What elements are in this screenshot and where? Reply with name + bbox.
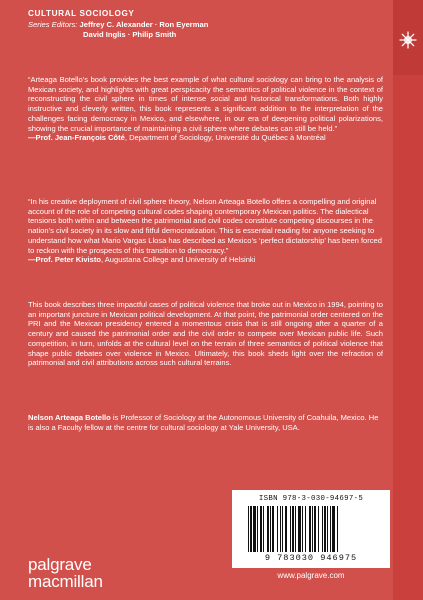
barcode-bar [330,506,331,552]
barcode-bar [327,506,328,552]
quote-text: “In his creative deployment of civil sphere theory, Nelson Arteaga Botello offers a compelling and original account of the role of competing cultural codes shaping contemporary Mexican politics. The dialectical tensions both within and between the patrimonial and civil codes constitute competing discourses in the nation’s civil society in its slow and fitful democratization. This is essential reading for anyone seeking to understand how what Mario Vargas Llosa has described as Mexico’s ‘perfect dictatorship’ has been forced to reckon with the prospects of this transition to democracy.” [28,197,382,255]
barcode-box [232,490,390,568]
barcode-bar [277,506,278,552]
quote-attribution [28,255,383,265]
barcode-bar [314,506,316,552]
barcode-bar [295,506,296,552]
publisher-logo [28,556,103,591]
barcode-bar [322,506,323,552]
barcode-bar [290,506,291,552]
barcode-bar [318,506,319,552]
barcode-bar [298,506,301,552]
barcode-bar [305,506,306,552]
spine-band [393,0,423,600]
series-logo [393,0,423,75]
endorsement-quote-1 [28,75,383,143]
quote-attribution [28,133,383,143]
author-bio-text: is Professor of Sociology at the Autonomous University of Coahuila, Mexico. He is also a Faculty fellow at the centre for cultural sociology at Yale University, USA. [28,413,379,432]
barcode-bar [250,506,252,552]
barcode-bar [248,506,249,552]
barcode-number: 9 783030 946975 [264,553,358,563]
barcode-bar [267,506,269,552]
author-bio [28,413,383,432]
barcode-bar [272,506,274,552]
series-block [28,9,388,40]
publisher-line1: palgrave [28,555,92,574]
isbn-label: ISBN 978-3-030-94697-5 [258,495,364,503]
quote-author: —Prof. Jean-François Côté [28,133,125,143]
barcode-bar [332,506,335,552]
springer-star-logo-icon [398,30,418,50]
series-title: CULTURAL SOCIOLOGY [28,9,135,18]
barcode-bar [309,506,311,552]
publisher-url[interactable]: www.palgrave.com [277,571,345,580]
series-editors-label: Series Editors: [28,20,78,29]
book-description: This book describes three impactful cases of political violence that broke out in Mexico in 1994, pointing to an important juncture in Mexican political development. At that point, the patrimonial order centered on the PRI and the Mexican presidency entered a momentous crisis that is still ongoing after a quarter of a century and caused the patrimonial order and the civil order to compete over Mexican public life. Such competition, in turn, unfolds at the cultural level on the terrain of three semantics of political violence that shape public debates over violence in Mexico. Ultimately, this book sheds light over the refraction of patrimonial and civil attributions across such cultural terrains. [28,300,383,368]
endorsement-quote-2 [28,197,383,265]
barcode-bar [270,506,271,552]
quote-affiliation: , Augustana College and University of Helsinki [100,255,256,265]
barcode-bar [282,506,283,552]
barcode-bar [302,506,303,552]
barcode-bar [285,506,287,552]
quote-author: —Prof. Peter Kivisto [28,255,101,265]
author-name: Nelson Arteaga Botello [28,413,111,422]
barcode-image [246,506,376,552]
series-editors-line2: David Inglis · Philip Smith [83,30,177,39]
barcode-bar [324,506,326,552]
barcode-bar [257,506,258,552]
series-editors [28,20,388,30]
barcode-bar [312,506,313,552]
barcode-bar [337,506,338,552]
quote-affiliation: , Department of Sociology, Université du Québec à Montréal [124,133,326,143]
barcode-bar [260,506,262,552]
series-editors-line1: Jeffrey C. Alexander · Ron Eyerman [79,20,209,29]
barcode-bar [292,506,294,552]
barcode-bar [280,506,281,552]
barcode-bar [263,506,264,552]
quote-text: “Arteaga Botello’s book provides the best example of what cultural sociology can bring to the analysis of Mexican society, and highlights with great perspicacity the semantics of political violence in the context of reconstructing the civil sphere in times of intense social and historical transformations. Both highly instructive and cleverly written, this book represents a significant addition to the interpretation of the challenges facing democracy in Mexico, and elsewhere, in our era of deepening political polarizations, showing the crucial importance of maintaining a civil sphere where debates can still be held.” [28,75,383,133]
barcode-bar [253,506,256,552]
publisher-line2: macmillan [28,572,103,591]
